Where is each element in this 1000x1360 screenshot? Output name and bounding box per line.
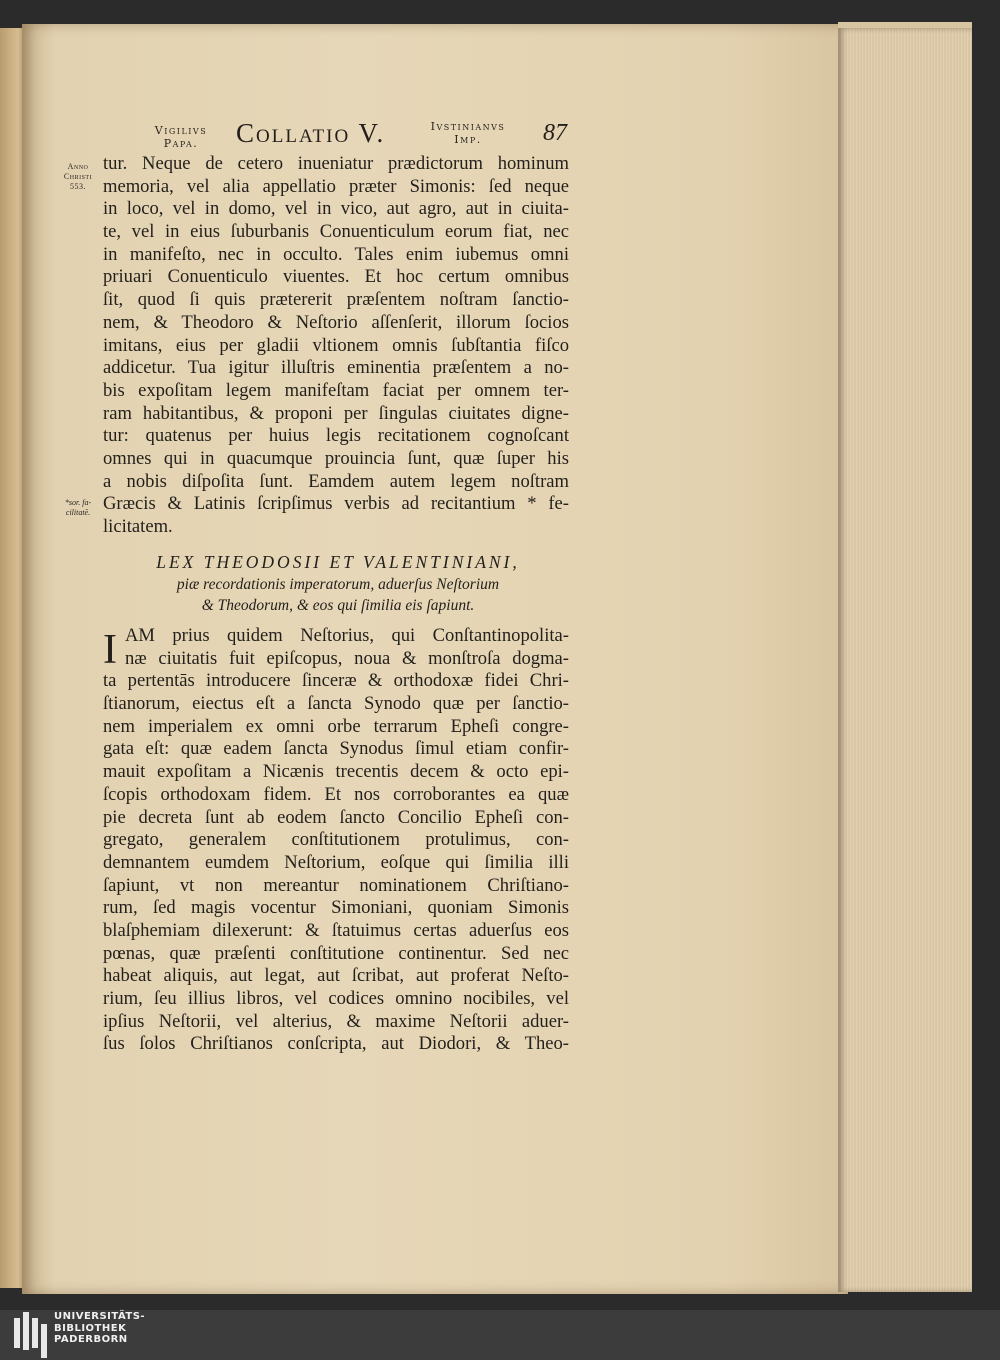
text-line: næ ciuitatis fuit epiſcopus, noua & monſtroſa dogma- [125,647,569,669]
text-line: priuari Conuenticulo viuentes. Et hoc certum omnibus [103,266,569,288]
section-heading-subtitle-2: & Theodorum, & eos qui ſimilia eis ſapiunt. [201,597,475,614]
text-line: blaſphemiam dilexerunt: & ſtatuimus certas aduerſus eos [103,919,569,941]
section-heading-subtitle-1: piæ recordationis imperatorum, aduerſus Neſtorium [176,576,500,593]
text-line: pie decreta ſunt ab eodem ſancto Concilio Epheſi con- [103,806,569,828]
text-line: rium, ſeu illius libros, vel codices omnino nocibiles, vel [103,988,569,1009]
section-heading-title: LEX THEODOSII ET VALENTINIANI, [156,552,520,572]
text-line: memoria, vel alia appellatio præter Simonis: ſed neque [103,175,569,197]
margin-anno-line1: Anno [67,162,89,171]
text-line: ſus ſolos Chriſtianos conſcripta, aut Diodori, & Theo- [103,1033,569,1055]
text-line: ſtianorum, eiectus eſt a ſancta Synodo quæ per ſanctio- [103,693,569,715]
library-name-line3: PADERBORN [54,1334,128,1345]
body-text-continued [103,153,569,539]
running-head-right-line1: Ivstinianvs [430,120,506,133]
text-line: mauit expoſitam a Nicænis trecentis decem & octo epi- [103,761,569,783]
text-line: ſapiunt, vt non mereantur nominationem Chriſtiano- [103,874,569,896]
margin-note-line1: *sor. fa- [64,498,92,507]
text-line: nem imperialem ex omni orbe terrarum Epheſi congre- [103,715,569,737]
text-line: gregato, generalem conſtitutionem protulimus, con- [103,829,569,851]
running-head-left-line1: Vigilivs [154,124,208,137]
text-line: Græcis & Latinis ſcripſimus verbis ad recitantium * fe- [103,493,569,515]
text-line: licitatem. [103,516,173,537]
body-text-lex [103,625,569,1056]
running-head-right-line2: Imp. [454,133,482,146]
section-heading [103,550,573,616]
text-line: tur: quatenus per huius legis recitationem cognoſcant [103,425,569,447]
text-line: addicetur. Tua igitur illuſtris eminentia præſentem a no- [103,357,569,379]
library-logo-icon [12,1310,50,1358]
margin-note-variant [56,498,100,518]
text-line: nem, & Theodoro & Neſtorio aſſenſerit, illorum ſocios [103,311,569,333]
text-line: gata eſt: quæ eadem ſancta Synodus ſimul etiam confir- [103,738,569,760]
page-number: 87 [543,120,567,146]
margin-note-line2: cilitatē. [65,508,91,517]
margin-anno-line3: 553. [70,182,86,191]
running-head-left [146,124,216,150]
text-line: a nobis diſpoſita ſunt. Eamdem autem legem noſtram [103,470,569,492]
text-line: ſit, quod ſi quis prætererit præſentem noſtram ſanctio- [103,289,569,311]
text-line: omnes qui in quacumque prouincia ſunt, quæ ſuper his [103,447,569,469]
text-line: habeat aliquis, aut legat, aut ſcribat, aut proferat Neſto- [103,965,569,987]
text-line: in manifeſto, nec in occulto. Tales enim iubemus omni [103,243,569,265]
text-line-first: AM prius quidem Neſtorius, qui Conſtantinopolita- [125,625,569,646]
running-head-left-line2: Papa. [163,137,199,150]
text-line: ta pertentās introducere ſinceræ & orthodoxæ fidei Chri- [103,670,569,692]
text-line: imitans, eius per gladii vltionem omnis ſubſtantia fiſco [103,334,569,356]
text-line: ipſius Neſtorii, vel alterius, & maxime Neſtorii aduer- [103,1010,569,1032]
drop-initial: I [103,627,117,673]
margin-anno-line2: Christi [63,172,93,181]
text-line: demnantem eumdem Neſtorium, eoſque qui ſimilia illi [103,851,569,873]
page-block-edges [838,28,972,1292]
library-name-line1: UNIVERSITÄTS- [54,1311,146,1322]
text-line: ſcopis orthodoxam fidem. Et nos corroborantes ea quæ [103,783,569,805]
text-line: pœnas, quæ præſenti conſtitutione continentur. Sed nec [103,942,569,964]
running-head-right [418,120,518,146]
library-footer-bar [0,1310,1000,1360]
text-line: rum, ſed magis vocentur Simoniani, quoniam Simonis [103,897,569,919]
library-name-line2: BIBLIOTHEK [54,1322,127,1334]
text-line: bis expoſitam legem manifeſtam faciat per omnem ter- [103,379,569,401]
text-line: tur. Neque de cetero inueniatur prædictorum hominum [103,153,569,174]
text-line: in loco, vel in domo, vel in vico, aut agro, aut in ciuita- [103,198,569,220]
library-logo-text [54,1311,145,1346]
text-line: te, vel in eius ſuburbanis Conuenticulum eorum fiat, nec [103,221,569,243]
margin-note-anno [56,162,100,192]
running-title: Collatio V. [236,118,386,148]
text-line: ram habitantibus, & proponi per ſingulas ciuitates digne- [103,402,569,424]
